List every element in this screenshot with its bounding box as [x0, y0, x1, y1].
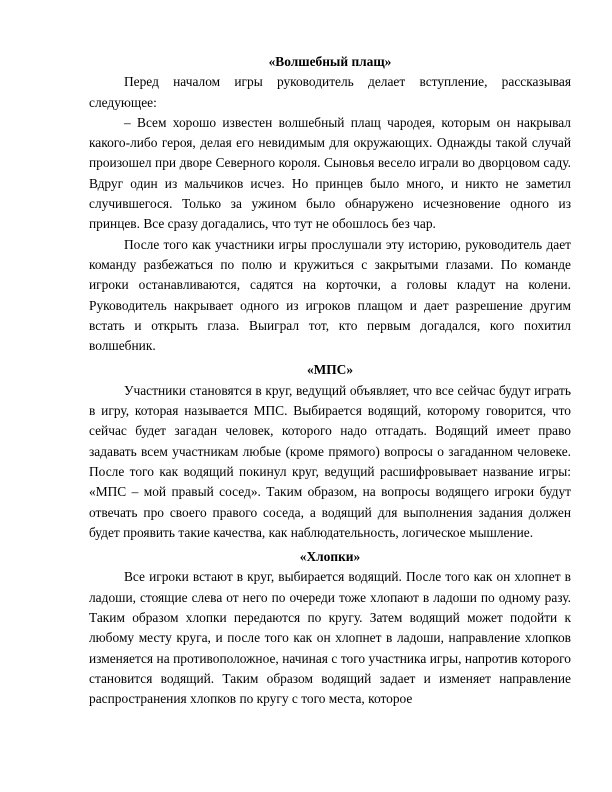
section-title: «МПС» [306, 362, 354, 378]
paragraph: После того как участники игры прослушали эту историю, руководитель дает команду разбежаться по полю и кружиться с закрытыми глазами. По команде игроки останавливаются, садятся на корточки, а головы кладут на колени. Руководитель накрывает одного из игроков плащом и дает разрешение другим встать и открыть глаза. Выиграл тот, кто первым догадался, кого похитил волшебник. [89, 236, 571, 354]
section-title: «Хлопки» [299, 549, 361, 565]
paragraph: – Всем хорошо известен волшебный плащ чародея, которым он накрывал какого-либо героя, делая его невидимым для окружающих. Однажды такой случай произошел при дворе Северного короля. Сыновья весело играли во дворцовом саду. Вдруг один из мальчиков исчез. Но принцев было много, и никто не заметил случившегося. Только за ужином было обнаружено исчезновение одного из принцев. Все сразу догадались, что тут не обошлось без чар. [89, 114, 571, 232]
section-magic-cloak [89, 52, 571, 356]
document-page [89, 52, 571, 710]
paragraph: Все игроки встают в круг, выбирается водящий. После того как он хлопнет в ладоши, стоящие слева от него по очереди тоже хлопают в ладоши по одному разу. Таким образом хлопки передаются по кругу. Затем водящий может подойти к любому месту круга, и после того как он хлопнет в ладоши, направление хлопков изменяется на противоположное, начиная с того участника игры, напротив которого становится водящий. Таким образом водящий задает и изменяет направление распространения хлопков по кругу с того места, которое [89, 569, 571, 707]
paragraph: Участники становятся в круг, ведущий объявляет, что все сейчас будут играть в игру, которая называется МПС. Выбирается водящий, которому говорится, что сейчас будет загадан человек, которого надо отгадать. Водящий имеет право задавать всем участникам любые (кроме прямого) вопросы о загаданном человеке. После того как водящий покинул круг, ведущий расшифровывает название игры: «МПС – мой правый сосед». Таким образом, на вопросы водящего игроки будут отвечать про своего правого соседа, а водящий для выполнения задания должен будет проявить такие качества, как наблюдательность, логическое мышление. [89, 382, 571, 540]
section-title: «Волшебный плащ» [268, 54, 392, 69]
section-mps [89, 360, 571, 543]
section-claps [89, 547, 571, 709]
paragraph: Перед началом игры руководитель делает вступление, рассказывая следующее: [89, 74, 571, 110]
